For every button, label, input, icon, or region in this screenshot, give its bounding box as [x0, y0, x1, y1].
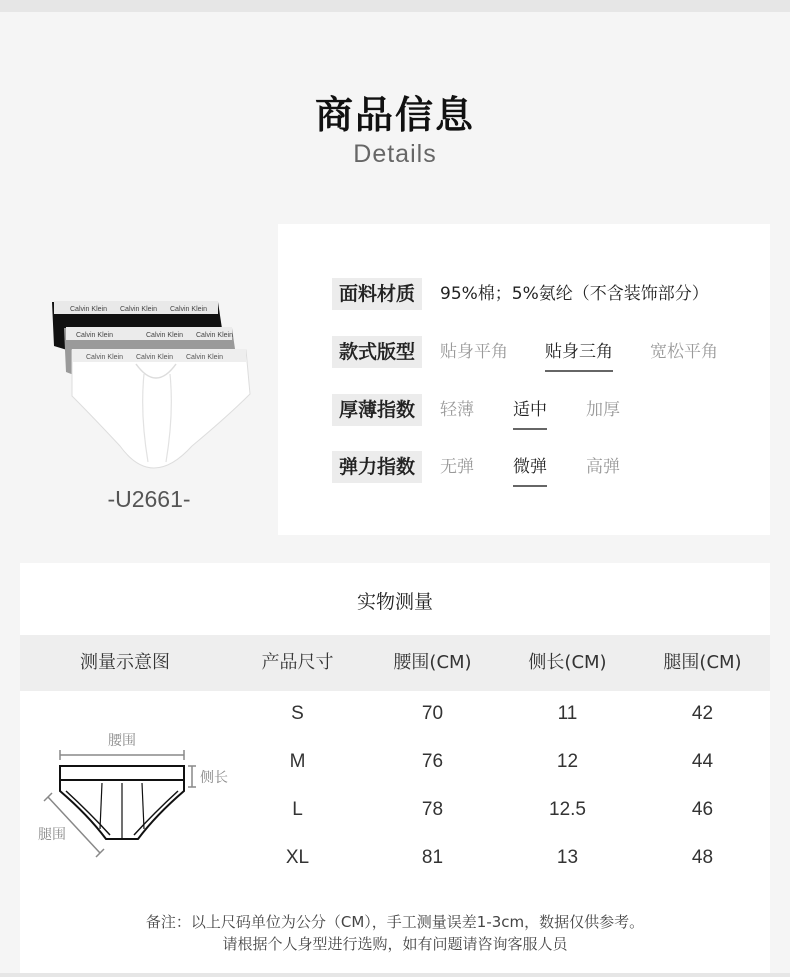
- fit-option-3[interactable]: 宽松平角: [650, 342, 718, 362]
- diagram-label-leg: 腿围: [38, 827, 66, 843]
- measurement-card: [20, 563, 770, 973]
- elasticity-option-2-selected[interactable]: 微弹: [513, 451, 547, 483]
- waistband-brand-text-1: Calvin Klein: [70, 306, 107, 313]
- size-cell: L: [292, 799, 303, 820]
- leg-cell: 42: [691, 703, 714, 724]
- waistband-brand-text-9: Calvin Klein: [186, 354, 223, 361]
- col-header-diagram: 测量示意图: [80, 652, 170, 673]
- attr-row-thickness: [332, 394, 752, 426]
- waistband-brand-text-5: Calvin Klein: [146, 332, 183, 339]
- product-image-panel: [20, 224, 278, 535]
- thickness-option-2-selected[interactable]: 适中: [513, 394, 547, 426]
- attr-row-elasticity: [332, 451, 752, 483]
- leg-cell: 48: [691, 847, 714, 868]
- page-subtitle: Details: [353, 140, 437, 168]
- measurement-note-line-1: 备注：以上尺码单位为公分（CM），手工测量误差1-3cm，数据仅供参考。: [145, 913, 645, 931]
- waistband-brand-text-7: Calvin Klein: [86, 354, 123, 361]
- waistband-brand-text-8: Calvin Klein: [136, 354, 173, 361]
- measurement-title: 实物测量: [356, 591, 433, 613]
- fit-option-1[interactable]: 贴身平角: [440, 342, 508, 362]
- size-cell: XL: [285, 847, 310, 868]
- waist-cell: 76: [421, 751, 444, 772]
- product-image: [20, 224, 278, 474]
- page-title: 商品信息: [314, 93, 475, 137]
- attr-label-elasticity: 弹力指数: [332, 451, 422, 483]
- attr-label-thickness: 厚薄指数: [332, 394, 422, 426]
- attr-value-material: 95%棉；5%氨纶（不含装饰部分）: [440, 284, 709, 304]
- elasticity-option-1[interactable]: 无弹: [440, 457, 474, 477]
- diagram-label-waist: 腰围: [108, 733, 136, 749]
- size-cell: M: [289, 751, 306, 772]
- side-cell: 13: [556, 847, 579, 868]
- thickness-option-3[interactable]: 加厚: [586, 400, 620, 420]
- leg-cell: 46: [691, 799, 714, 820]
- product-model-number: -U2661-: [107, 486, 191, 512]
- waist-cell: 78: [421, 799, 444, 820]
- waistband-brand-text-6: Calvin Klein: [196, 332, 233, 339]
- attr-row-material: [332, 278, 752, 310]
- waist-cell: 70: [421, 703, 444, 724]
- size-cell: S: [291, 703, 304, 724]
- waistband-brand-text-4: Calvin Klein: [76, 332, 113, 339]
- attr-row-fit: [332, 336, 752, 368]
- col-header-side: 侧长(CM): [528, 652, 607, 673]
- col-header-leg: 腿围(CM): [663, 652, 742, 673]
- top-divider: [0, 0, 790, 12]
- side-cell: 12.5: [549, 799, 586, 820]
- fit-option-2-selected[interactable]: 贴身三角: [545, 336, 613, 368]
- waistband-brand-text-3: Calvin Klein: [170, 306, 207, 313]
- attr-label-material: 面料材质: [332, 278, 422, 310]
- thickness-option-1[interactable]: 轻薄: [440, 400, 474, 420]
- bottom-divider: [0, 973, 790, 977]
- attr-label-fit: 款式版型: [332, 336, 422, 368]
- side-cell: 12: [556, 751, 579, 772]
- diagram-label-side: 侧长: [200, 770, 228, 786]
- col-header-size: 产品尺寸: [261, 652, 334, 673]
- side-cell: 11: [557, 703, 578, 724]
- elasticity-option-3[interactable]: 高弹: [586, 457, 620, 477]
- leg-cell: 44: [691, 751, 714, 772]
- measurement-note-line-2: 请根据个人身型进行选购，如有问题请咨询客服人员: [222, 935, 568, 953]
- waist-cell: 81: [421, 847, 444, 868]
- measurement-header-row: [20, 635, 770, 691]
- waistband-brand-text-2: Calvin Klein: [120, 306, 157, 313]
- measurement-diagram: [20, 693, 230, 893]
- col-header-waist: 腰围(CM): [393, 652, 472, 673]
- product-info-card: [20, 224, 770, 535]
